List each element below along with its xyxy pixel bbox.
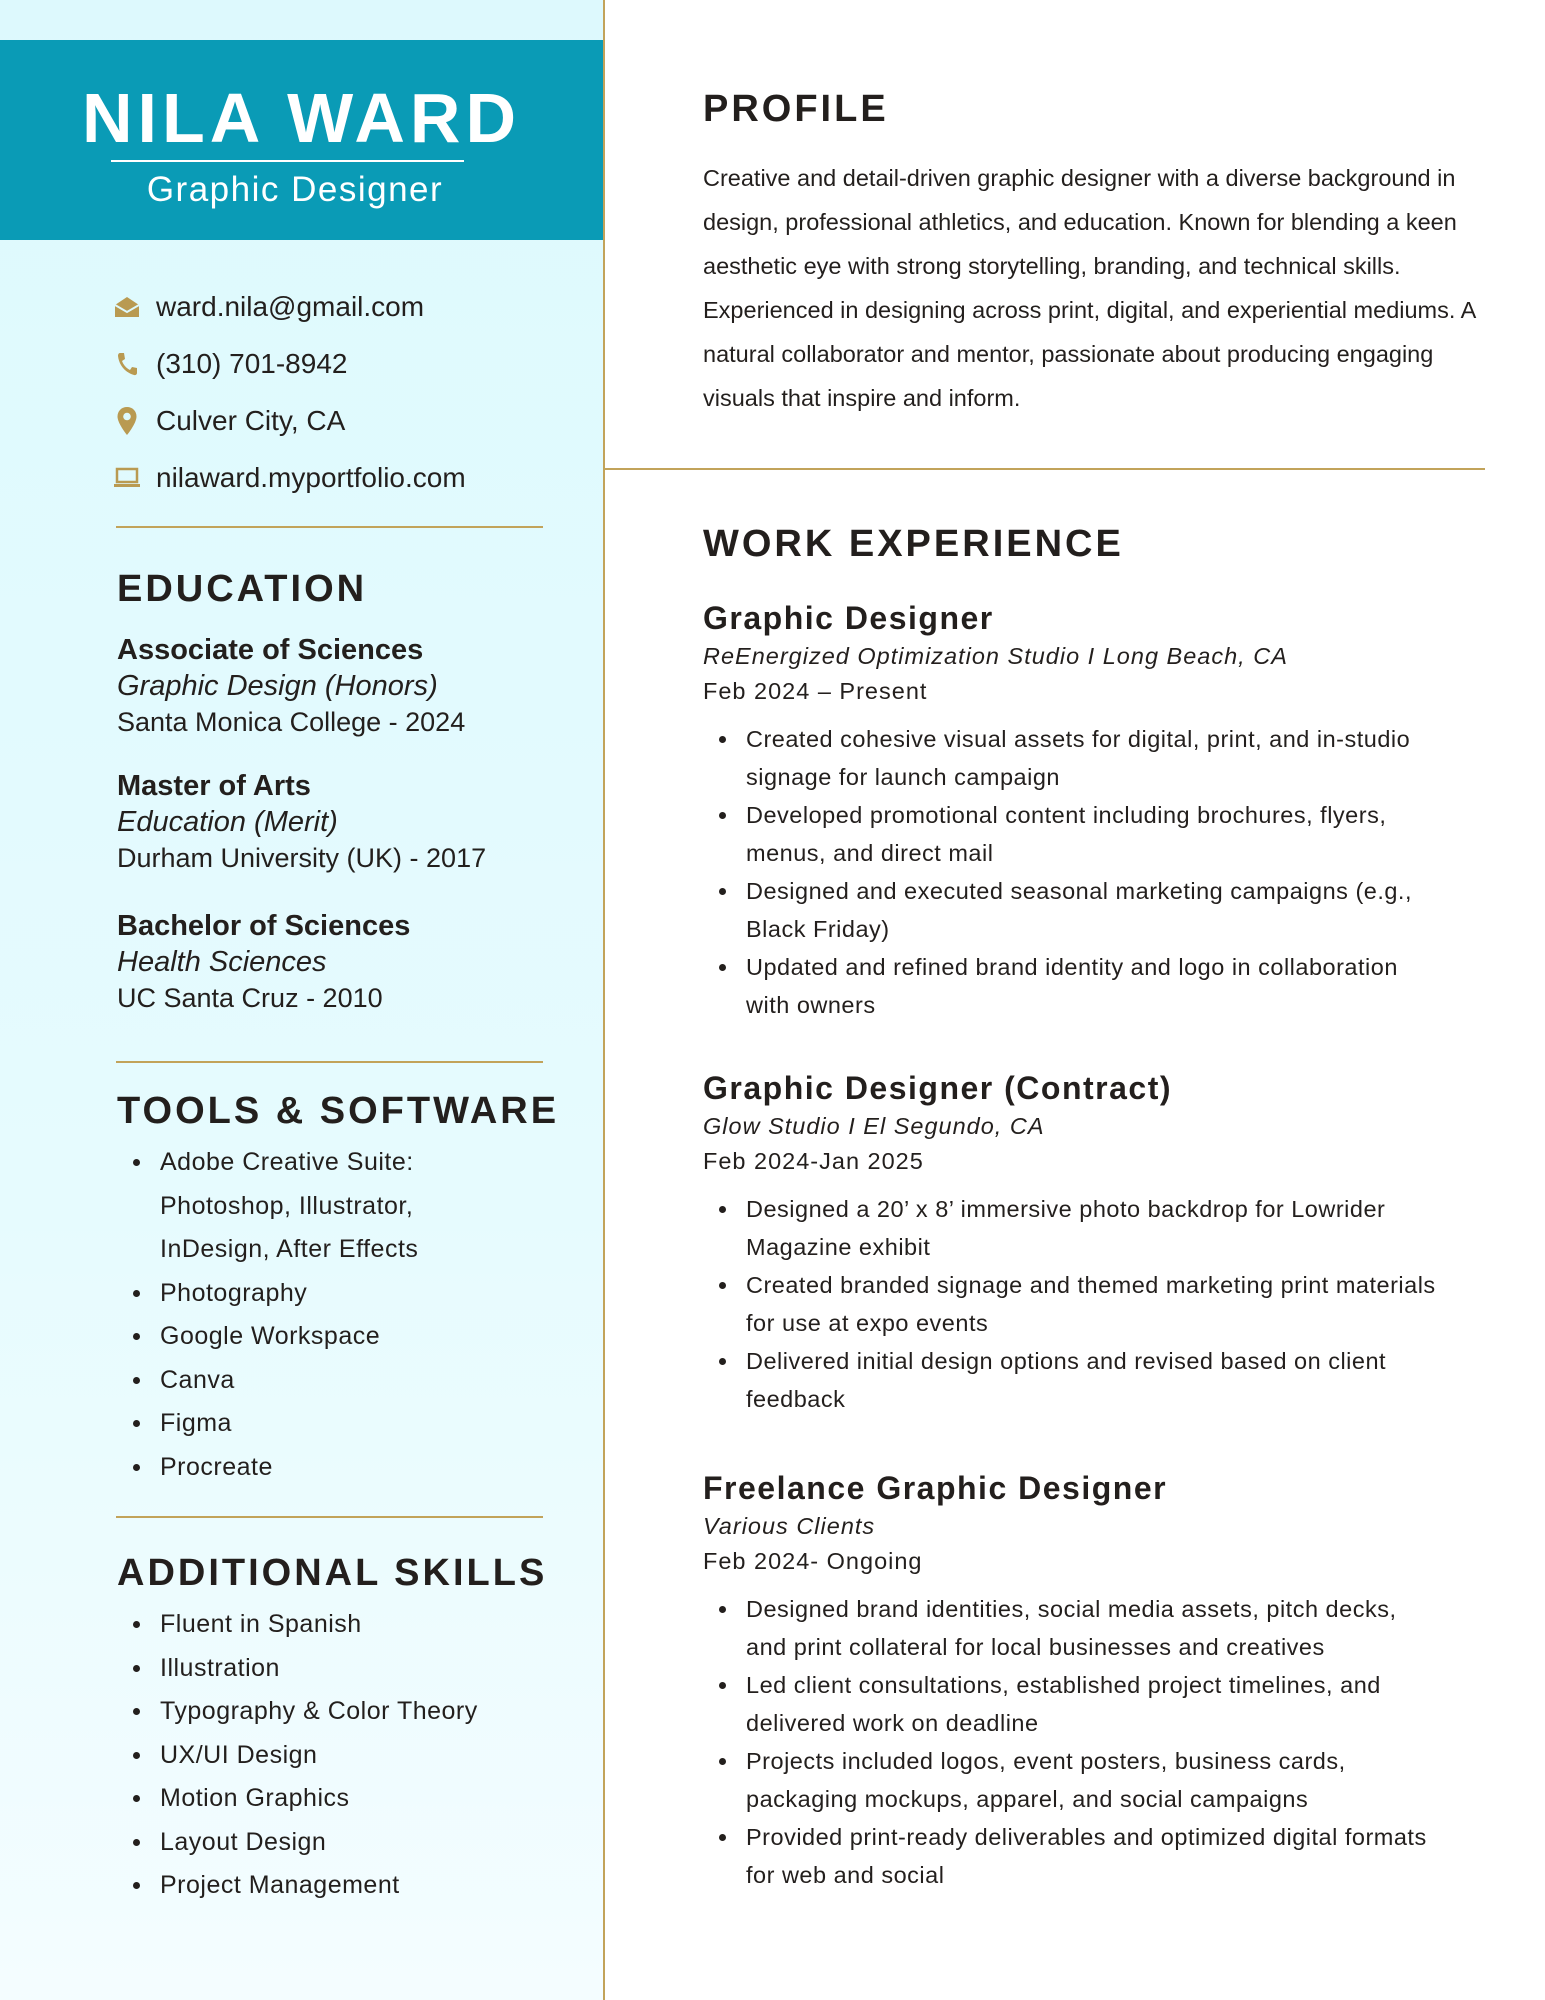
- sidebar-divider: [116, 526, 543, 528]
- skills-list: [117, 1603, 557, 1908]
- job-entry-company: Glow Studio I El Segundo, CA: [703, 1113, 1045, 1139]
- name-underline: [111, 160, 464, 162]
- job-title: Graphic Designer: [146, 170, 444, 209]
- education-degree: Master of Arts: [117, 770, 311, 802]
- list-item: Project Management: [117, 1864, 557, 1908]
- job-entry: [703, 1067, 1443, 1418]
- list-item: Adobe Creative Suite: Photoshop, Illustrator, InDesign, After Effects: [117, 1141, 437, 1272]
- job-entry-bullets: [703, 1190, 1443, 1418]
- job-entry: [703, 1467, 1443, 1894]
- education-school: UC Santa Cruz - 2010: [117, 983, 383, 1013]
- job-entry-bullets: [703, 1590, 1443, 1894]
- list-item: Created branded signage and themed marketing print materials for use at expo events: [703, 1266, 1443, 1342]
- list-item: Designed and executed seasonal marketing campaigns (e.g., Black Friday): [703, 872, 1443, 948]
- phone-icon: [112, 349, 142, 379]
- column-divider: [603, 0, 605, 2000]
- name-banner: [0, 40, 603, 240]
- envelope-icon: [112, 292, 142, 322]
- list-item: Designed brand identities, social media assets, pitch decks, and print collateral for local businesses and creatives: [703, 1590, 1443, 1666]
- education-item: [117, 632, 465, 740]
- contact-portfolio[interactable]: [112, 449, 466, 506]
- education-field: Graphic Design (Honors): [117, 670, 438, 702]
- job-entry-dates: Feb 2024 – Present: [703, 678, 928, 704]
- sidebar-divider: [116, 1516, 543, 1518]
- education-school: Durham University (UK) - 2017: [117, 843, 487, 873]
- list-item: Procreate: [117, 1446, 437, 1490]
- list-item: Figma: [117, 1402, 437, 1446]
- education-heading: EDUCATION: [117, 568, 368, 610]
- profile-heading: PROFILE: [703, 88, 889, 130]
- job-entry-title: Freelance Graphic Designer: [703, 1470, 1168, 1506]
- education-school: Santa Monica College - 2024: [117, 707, 466, 737]
- list-item: Led client consultations, established project timelines, and delivered work on deadline: [703, 1666, 1443, 1742]
- contact-phone[interactable]: [112, 335, 466, 392]
- tools-list: [117, 1141, 437, 1489]
- list-item: Updated and refined brand identity and logo in collaboration with owners: [703, 948, 1443, 1024]
- list-item: Developed promotional content including brochures, flyers, menus, and direct mail: [703, 796, 1443, 872]
- profile-text: Creative and detail-driven graphic designer with a diverse background in design, professional athletics, and education. Known for blending a keen aesthetic eye with strong storytelling, branding, and technical skills. Experienced in designing across print, digital, and experiential mediums. A natural collaborator and mentor, passionate about producing engaging visuals that inspire and inform.: [703, 165, 1476, 411]
- contact-email[interactable]: [112, 278, 466, 335]
- job-entry-dates: Feb 2024-Jan 2025: [703, 1148, 924, 1174]
- list-item: Photography: [117, 1272, 437, 1316]
- contact-phone-text: (310) 701-8942: [156, 347, 348, 379]
- contact-portfolio-text: nilaward.myportfolio.com: [156, 461, 466, 493]
- list-item: Layout Design: [117, 1821, 557, 1865]
- education-item: [117, 908, 410, 1016]
- education-field: Education (Merit): [117, 806, 338, 838]
- laptop-icon: [112, 463, 142, 493]
- list-item: Delivered initial design options and revised based on client feedback: [703, 1342, 1443, 1418]
- education-degree: Associate of Sciences: [117, 634, 424, 666]
- main-divider: [605, 468, 1485, 470]
- contact-location: [112, 392, 466, 449]
- education-item: [117, 768, 486, 876]
- list-item: Created cohesive visual assets for digital, print, and in-studio signage for launch campaign: [703, 720, 1443, 796]
- list-item: Motion Graphics: [117, 1777, 557, 1821]
- location-pin-icon: [112, 406, 142, 436]
- list-item: Typography & Color Theory: [117, 1690, 557, 1734]
- job-entry-bullets: [703, 720, 1443, 1024]
- work-experience-heading: WORK EXPERIENCE: [703, 523, 1124, 565]
- contact-list: [112, 278, 466, 506]
- sidebar-divider: [116, 1061, 543, 1063]
- list-item: Designed a 20’ x 8’ immersive photo backdrop for Lowrider Magazine exhibit: [703, 1190, 1443, 1266]
- skills-heading: ADDITIONAL SKILLS: [117, 1552, 548, 1594]
- list-item: Illustration: [117, 1647, 557, 1691]
- list-item: Fluent in Spanish: [117, 1603, 557, 1647]
- education-field: Health Sciences: [117, 946, 327, 978]
- contact-email-text: ward.nila@gmail.com: [156, 290, 425, 322]
- job-entry-title: Graphic Designer (Contract): [703, 1070, 1173, 1106]
- candidate-name: NILA WARD: [81, 79, 522, 157]
- job-entry-company: ReEnergized Optimization Studio I Long Beach, CA: [703, 643, 1288, 669]
- list-item: Projects included logos, event posters, business cards, packaging mockups, apparel, and social campaigns: [703, 1742, 1443, 1818]
- job-entry: [703, 597, 1443, 1024]
- list-item: Canva: [117, 1359, 437, 1403]
- job-entry-title: Graphic Designer: [703, 600, 994, 636]
- job-entry-company: Various Clients: [703, 1513, 876, 1539]
- tools-heading: TOOLS & SOFTWARE: [117, 1090, 560, 1132]
- list-item: Google Workspace: [117, 1315, 437, 1359]
- education-degree: Bachelor of Sciences: [117, 910, 411, 942]
- list-item: UX/UI Design: [117, 1734, 557, 1778]
- job-entry-dates: Feb 2024- Ongoing: [703, 1548, 923, 1574]
- contact-location-text: Culver City, CA: [156, 404, 346, 436]
- list-item: Provided print-ready deliverables and optimized digital formats for web and social: [703, 1818, 1443, 1894]
